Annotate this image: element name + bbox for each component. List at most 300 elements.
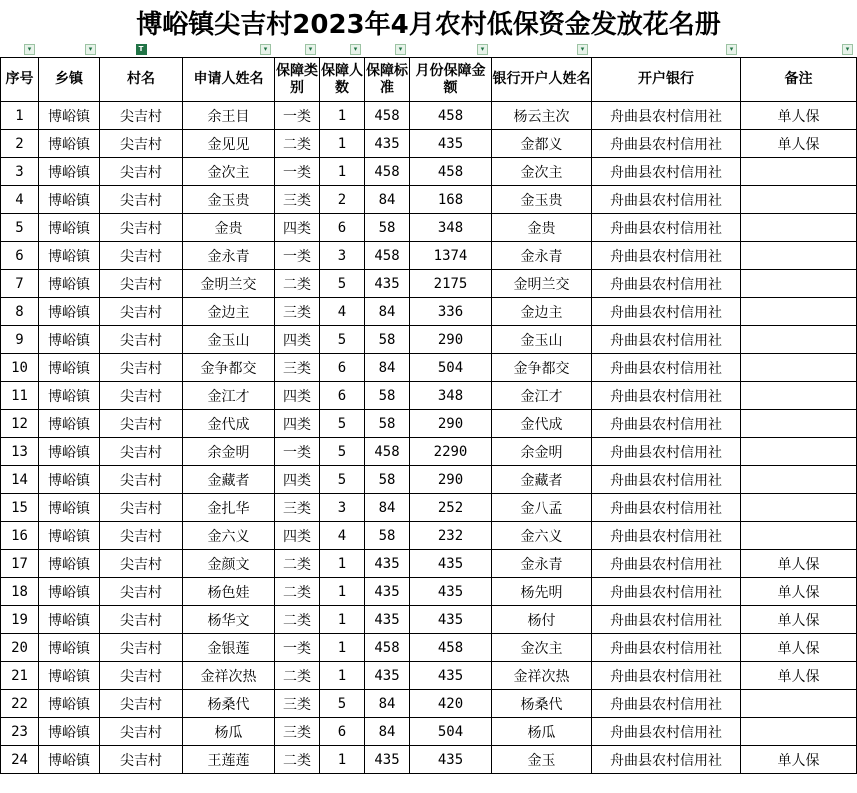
cell-persons[interactable]: 5 xyxy=(320,690,365,718)
cell-applicant[interactable]: 金银莲 xyxy=(183,634,275,662)
filter-dropdown-icon-township[interactable]: ▾ xyxy=(85,44,96,55)
table-row xyxy=(1,354,857,382)
cell-account-holder[interactable]: 金永青 xyxy=(492,242,592,270)
cell-amount[interactable]: 458 xyxy=(410,102,492,130)
cell-standard[interactable]: 435 xyxy=(365,606,410,634)
table-row xyxy=(1,242,857,270)
cell-persons[interactable]: 5 xyxy=(320,326,365,354)
cell-category[interactable]: 二类 xyxy=(275,270,320,298)
cell-seq[interactable]: 7 xyxy=(1,270,39,298)
cell-bank[interactable]: 舟曲县农村信用社 xyxy=(592,130,741,158)
cell-remark[interactable] xyxy=(741,466,857,494)
cell-category[interactable]: 四类 xyxy=(275,214,320,242)
cell-amount[interactable]: 348 xyxy=(410,382,492,410)
cell-bank[interactable]: 舟曲县农村信用社 xyxy=(592,410,741,438)
cell-category[interactable]: 四类 xyxy=(275,326,320,354)
cell-account-holder[interactable]: 杨瓜 xyxy=(492,718,592,746)
cell-persons[interactable]: 4 xyxy=(320,522,365,550)
cell-seq[interactable]: 21 xyxy=(1,662,39,690)
cell-applicant[interactable]: 金代成 xyxy=(183,410,275,438)
cell-applicant[interactable]: 余王目 xyxy=(183,102,275,130)
cell-applicant[interactable]: 金玉贵 xyxy=(183,186,275,214)
cell-account-holder[interactable]: 金藏者 xyxy=(492,466,592,494)
filter-dropdown-icon-seq[interactable]: ▾ xyxy=(24,44,35,55)
cell-village[interactable]: 尖吉村 xyxy=(100,606,183,634)
cell-bank[interactable]: 舟曲县农村信用社 xyxy=(592,494,741,522)
cell-township[interactable]: 博峪镇 xyxy=(39,158,100,186)
filter-dropdown-icon-bank[interactable]: ▾ xyxy=(726,44,737,55)
table-row xyxy=(1,634,857,662)
cell-village[interactable]: 尖吉村 xyxy=(100,270,183,298)
cell-amount[interactable]: 504 xyxy=(410,718,492,746)
cell-category[interactable]: 二类 xyxy=(275,130,320,158)
table-row xyxy=(1,186,857,214)
cell-applicant[interactable]: 杨华文 xyxy=(183,606,275,634)
cell-seq[interactable]: 8 xyxy=(1,298,39,326)
cell-bank[interactable]: 舟曲县农村信用社 xyxy=(592,746,741,774)
cell-category[interactable]: 二类 xyxy=(275,606,320,634)
cell-seq[interactable]: 9 xyxy=(1,326,39,354)
filter-dropdown-icon-remark[interactable]: ▾ xyxy=(842,44,853,55)
cell-township[interactable]: 博峪镇 xyxy=(39,634,100,662)
cell-standard[interactable]: 435 xyxy=(365,130,410,158)
cell-account-holder[interactable]: 金八孟 xyxy=(492,494,592,522)
cell-seq[interactable]: 16 xyxy=(1,522,39,550)
cell-seq[interactable]: 17 xyxy=(1,550,39,578)
cell-account-holder[interactable]: 金代成 xyxy=(492,410,592,438)
cell-village[interactable]: 尖吉村 xyxy=(100,382,183,410)
cell-category[interactable]: 三类 xyxy=(275,494,320,522)
table-row xyxy=(1,718,857,746)
cell-remark[interactable] xyxy=(741,410,857,438)
cell-account-holder[interactable]: 金江才 xyxy=(492,382,592,410)
cell-bank[interactable]: 舟曲县农村信用社 xyxy=(592,270,741,298)
cell-category[interactable]: 四类 xyxy=(275,410,320,438)
cell-seq[interactable]: 15 xyxy=(1,494,39,522)
cell-amount[interactable]: 290 xyxy=(410,326,492,354)
cell-remark[interactable] xyxy=(741,438,857,466)
cell-account-holder[interactable]: 杨先明 xyxy=(492,578,592,606)
cell-township[interactable]: 博峪镇 xyxy=(39,298,100,326)
table-row xyxy=(1,662,857,690)
header-account-holder[interactable]: 银行开户人姓名 xyxy=(492,58,592,102)
cell-standard[interactable]: 458 xyxy=(365,634,410,662)
cell-applicant[interactable]: 杨色娃 xyxy=(183,578,275,606)
cell-remark[interactable] xyxy=(741,494,857,522)
cell-bank[interactable]: 舟曲县农村信用社 xyxy=(592,326,741,354)
cell-seq[interactable]: 24 xyxy=(1,746,39,774)
cell-account-holder[interactable]: 金玉贵 xyxy=(492,186,592,214)
cell-remark[interactable] xyxy=(741,242,857,270)
cell-remark[interactable]: 单人保 xyxy=(741,634,857,662)
cell-applicant[interactable]: 金江才 xyxy=(183,382,275,410)
filter-dropdown-icon-applicant[interactable]: ▾ xyxy=(260,44,271,55)
cell-remark[interactable]: 单人保 xyxy=(741,606,857,634)
cell-account-holder[interactable]: 金永青 xyxy=(492,550,592,578)
cell-seq[interactable]: 23 xyxy=(1,718,39,746)
table-row xyxy=(1,578,857,606)
cell-persons[interactable]: 5 xyxy=(320,438,365,466)
cell-amount[interactable]: 232 xyxy=(410,522,492,550)
cell-village[interactable]: 尖吉村 xyxy=(100,438,183,466)
cell-persons[interactable]: 1 xyxy=(320,578,365,606)
cell-amount[interactable]: 2290 xyxy=(410,438,492,466)
cell-amount[interactable]: 290 xyxy=(410,466,492,494)
cell-township[interactable]: 博峪镇 xyxy=(39,102,100,130)
cell-village[interactable]: 尖吉村 xyxy=(100,690,183,718)
cell-township[interactable]: 博峪镇 xyxy=(39,186,100,214)
cell-category[interactable]: 一类 xyxy=(275,242,320,270)
cell-bank[interactable]: 舟曲县农村信用社 xyxy=(592,662,741,690)
cell-applicant[interactable]: 金明兰交 xyxy=(183,270,275,298)
cell-remark[interactable] xyxy=(741,214,857,242)
cell-applicant[interactable]: 金见见 xyxy=(183,130,275,158)
cell-standard[interactable]: 435 xyxy=(365,662,410,690)
cell-township[interactable]: 博峪镇 xyxy=(39,578,100,606)
cell-standard[interactable]: 84 xyxy=(365,718,410,746)
cell-persons[interactable]: 1 xyxy=(320,606,365,634)
cell-township[interactable]: 博峪镇 xyxy=(39,662,100,690)
cell-bank[interactable]: 舟曲县农村信用社 xyxy=(592,186,741,214)
cell-remark[interactable]: 单人保 xyxy=(741,746,857,774)
cell-standard[interactable]: 84 xyxy=(365,494,410,522)
cell-seq[interactable]: 11 xyxy=(1,382,39,410)
filter-dropdown-icon-amount[interactable]: ▾ xyxy=(477,44,488,55)
cell-village[interactable]: 尖吉村 xyxy=(100,550,183,578)
cell-township[interactable]: 博峪镇 xyxy=(39,466,100,494)
cell-bank[interactable]: 舟曲县农村信用社 xyxy=(592,550,741,578)
cell-category[interactable]: 三类 xyxy=(275,186,320,214)
cell-standard[interactable]: 458 xyxy=(365,158,410,186)
cell-remark[interactable]: 单人保 xyxy=(741,130,857,158)
cell-amount[interactable]: 252 xyxy=(410,494,492,522)
table-row xyxy=(1,270,857,298)
cell-remark[interactable] xyxy=(741,270,857,298)
cell-persons[interactable]: 1 xyxy=(320,746,365,774)
cell-remark[interactable] xyxy=(741,382,857,410)
cell-category[interactable]: 二类 xyxy=(275,746,320,774)
cell-category[interactable]: 二类 xyxy=(275,550,320,578)
cell-village[interactable]: 尖吉村 xyxy=(100,214,183,242)
cell-bank[interactable]: 舟曲县农村信用社 xyxy=(592,578,741,606)
cell-standard[interactable]: 58 xyxy=(365,214,410,242)
cell-bank[interactable]: 舟曲县农村信用社 xyxy=(592,242,741,270)
cell-amount[interactable]: 420 xyxy=(410,690,492,718)
cell-account-holder[interactable]: 金祥次热 xyxy=(492,662,592,690)
header-township[interactable]: 乡镇 xyxy=(39,58,100,102)
cell-category[interactable]: 二类 xyxy=(275,662,320,690)
header-amount[interactable]: 月份保障金额 xyxy=(410,58,492,102)
cell-remark[interactable]: 单人保 xyxy=(741,102,857,130)
cell-category[interactable]: 三类 xyxy=(275,298,320,326)
cell-category[interactable]: 一类 xyxy=(275,158,320,186)
cell-bank[interactable]: 舟曲县农村信用社 xyxy=(592,466,741,494)
cell-applicant[interactable]: 杨瓜 xyxy=(183,718,275,746)
cell-applicant[interactable]: 金藏者 xyxy=(183,466,275,494)
cell-applicant[interactable]: 金玉山 xyxy=(183,326,275,354)
cell-village[interactable]: 尖吉村 xyxy=(100,242,183,270)
cell-account-holder[interactable]: 金玉山 xyxy=(492,326,592,354)
cell-applicant[interactable]: 王莲莲 xyxy=(183,746,275,774)
cell-village[interactable]: 尖吉村 xyxy=(100,578,183,606)
cell-bank[interactable]: 舟曲县农村信用社 xyxy=(592,438,741,466)
table-row xyxy=(1,382,857,410)
cell-remark[interactable] xyxy=(741,718,857,746)
cell-persons[interactable]: 6 xyxy=(320,382,365,410)
cell-standard[interactable]: 58 xyxy=(365,410,410,438)
cell-seq[interactable]: 5 xyxy=(1,214,39,242)
cell-township[interactable]: 博峪镇 xyxy=(39,494,100,522)
header-village[interactable]: 村名 xyxy=(100,58,183,102)
cell-persons[interactable]: 5 xyxy=(320,270,365,298)
cell-village[interactable]: 尖吉村 xyxy=(100,298,183,326)
cell-account-holder[interactable]: 金明兰交 xyxy=(492,270,592,298)
cell-persons[interactable]: 6 xyxy=(320,718,365,746)
cell-standard[interactable]: 58 xyxy=(365,466,410,494)
cell-township[interactable]: 博峪镇 xyxy=(39,746,100,774)
cell-village[interactable]: 尖吉村 xyxy=(100,102,183,130)
cell-amount[interactable]: 290 xyxy=(410,410,492,438)
cell-village[interactable]: 尖吉村 xyxy=(100,158,183,186)
cell-standard[interactable]: 435 xyxy=(365,578,410,606)
cell-category[interactable]: 三类 xyxy=(275,718,320,746)
cell-standard[interactable]: 84 xyxy=(365,186,410,214)
cell-account-holder[interactable]: 金次主 xyxy=(492,634,592,662)
cell-category[interactable]: 三类 xyxy=(275,354,320,382)
cell-remark[interactable] xyxy=(741,690,857,718)
cell-township[interactable]: 博峪镇 xyxy=(39,550,100,578)
table-row xyxy=(1,158,857,186)
cell-bank[interactable]: 舟曲县农村信用社 xyxy=(592,522,741,550)
cell-persons[interactable]: 5 xyxy=(320,466,365,494)
cell-amount[interactable]: 504 xyxy=(410,354,492,382)
cell-persons[interactable]: 4 xyxy=(320,298,365,326)
cell-village[interactable]: 尖吉村 xyxy=(100,718,183,746)
cell-village[interactable]: 尖吉村 xyxy=(100,746,183,774)
cell-account-holder[interactable]: 余金明 xyxy=(492,438,592,466)
cell-standard[interactable]: 435 xyxy=(365,746,410,774)
header-category[interactable]: 保障类别 xyxy=(275,58,320,102)
cell-seq[interactable]: 13 xyxy=(1,438,39,466)
cell-amount[interactable]: 435 xyxy=(410,606,492,634)
roster-table xyxy=(0,57,857,774)
cell-amount[interactable]: 458 xyxy=(410,158,492,186)
cell-category[interactable]: 四类 xyxy=(275,466,320,494)
cell-applicant[interactable]: 余金明 xyxy=(183,438,275,466)
cell-persons[interactable]: 1 xyxy=(320,130,365,158)
header-bank[interactable]: 开户银行 xyxy=(592,58,741,102)
cell-persons[interactable]: 1 xyxy=(320,634,365,662)
cell-amount[interactable]: 2175 xyxy=(410,270,492,298)
cell-remark[interactable] xyxy=(741,326,857,354)
header-persons[interactable]: 保障人数 xyxy=(320,58,365,102)
cell-standard[interactable]: 458 xyxy=(365,102,410,130)
cell-account-holder[interactable]: 金玉 xyxy=(492,746,592,774)
cell-account-holder[interactable]: 杨桑代 xyxy=(492,690,592,718)
cell-applicant[interactable]: 杨桑代 xyxy=(183,690,275,718)
cell-persons[interactable]: 1 xyxy=(320,158,365,186)
cell-village[interactable]: 尖吉村 xyxy=(100,522,183,550)
cell-amount[interactable]: 435 xyxy=(410,662,492,690)
cell-applicant[interactable]: 金永青 xyxy=(183,242,275,270)
cell-persons[interactable]: 6 xyxy=(320,354,365,382)
cell-amount[interactable]: 1374 xyxy=(410,242,492,270)
cell-account-holder[interactable]: 金次主 xyxy=(492,158,592,186)
cell-category[interactable]: 一类 xyxy=(275,438,320,466)
cell-persons[interactable]: 3 xyxy=(320,242,365,270)
filter-dropdown-icon-village[interactable]: T xyxy=(136,44,147,55)
cell-village[interactable]: 尖吉村 xyxy=(100,410,183,438)
cell-township[interactable]: 博峪镇 xyxy=(39,326,100,354)
filter-dropdown-icon-standard[interactable]: ▾ xyxy=(395,44,406,55)
cell-standard[interactable]: 84 xyxy=(365,690,410,718)
cell-seq[interactable]: 18 xyxy=(1,578,39,606)
cell-persons[interactable]: 6 xyxy=(320,214,365,242)
cell-account-holder[interactable]: 金都义 xyxy=(492,130,592,158)
cell-amount[interactable]: 435 xyxy=(410,130,492,158)
table-row xyxy=(1,130,857,158)
cell-amount[interactable]: 435 xyxy=(410,746,492,774)
cell-village[interactable]: 尖吉村 xyxy=(100,466,183,494)
cell-seq[interactable]: 19 xyxy=(1,606,39,634)
cell-seq[interactable]: 4 xyxy=(1,186,39,214)
cell-bank[interactable]: 舟曲县农村信用社 xyxy=(592,606,741,634)
cell-applicant[interactable]: 金祥次热 xyxy=(183,662,275,690)
filter-dropdown-icon-account-holder[interactable]: ▾ xyxy=(577,44,588,55)
cell-seq[interactable]: 6 xyxy=(1,242,39,270)
cell-bank[interactable]: 舟曲县农村信用社 xyxy=(592,214,741,242)
cell-seq[interactable]: 20 xyxy=(1,634,39,662)
cell-seq[interactable]: 14 xyxy=(1,466,39,494)
cell-account-holder[interactable]: 杨云主次 xyxy=(492,102,592,130)
cell-category[interactable]: 一类 xyxy=(275,634,320,662)
cell-remark[interactable]: 单人保 xyxy=(741,550,857,578)
cell-standard[interactable]: 435 xyxy=(365,550,410,578)
cell-township[interactable]: 博峪镇 xyxy=(39,214,100,242)
filter-dropdown-icon-persons[interactable]: ▾ xyxy=(350,44,361,55)
cell-township[interactable]: 博峪镇 xyxy=(39,438,100,466)
cell-bank[interactable]: 舟曲县农村信用社 xyxy=(592,382,741,410)
cell-village[interactable]: 尖吉村 xyxy=(100,494,183,522)
cell-standard[interactable]: 58 xyxy=(365,326,410,354)
cell-category[interactable]: 二类 xyxy=(275,578,320,606)
cell-bank[interactable]: 舟曲县农村信用社 xyxy=(592,298,741,326)
cell-standard[interactable]: 84 xyxy=(365,298,410,326)
cell-standard[interactable]: 458 xyxy=(365,242,410,270)
cell-seq[interactable]: 22 xyxy=(1,690,39,718)
cell-applicant[interactable]: 金贵 xyxy=(183,214,275,242)
cell-township[interactable]: 博峪镇 xyxy=(39,410,100,438)
cell-township[interactable]: 博峪镇 xyxy=(39,130,100,158)
cell-village[interactable]: 尖吉村 xyxy=(100,130,183,158)
cell-township[interactable]: 博峪镇 xyxy=(39,242,100,270)
cell-township[interactable]: 博峪镇 xyxy=(39,270,100,298)
cell-township[interactable]: 博峪镇 xyxy=(39,382,100,410)
cell-account-holder[interactable]: 杨付 xyxy=(492,606,592,634)
cell-applicant[interactable]: 金边主 xyxy=(183,298,275,326)
cell-account-holder[interactable]: 金边主 xyxy=(492,298,592,326)
cell-persons[interactable]: 1 xyxy=(320,102,365,130)
cell-village[interactable]: 尖吉村 xyxy=(100,186,183,214)
cell-bank[interactable]: 舟曲县农村信用社 xyxy=(592,102,741,130)
cell-standard[interactable]: 84 xyxy=(365,354,410,382)
cell-village[interactable]: 尖吉村 xyxy=(100,326,183,354)
cell-remark[interactable]: 单人保 xyxy=(741,662,857,690)
cell-standard[interactable]: 458 xyxy=(365,438,410,466)
cell-remark[interactable] xyxy=(741,186,857,214)
header-remark[interactable]: 备注 xyxy=(741,58,857,102)
cell-township[interactable]: 博峪镇 xyxy=(39,522,100,550)
cell-account-holder[interactable]: 金六义 xyxy=(492,522,592,550)
cell-remark[interactable] xyxy=(741,354,857,382)
cell-bank[interactable]: 舟曲县农村信用社 xyxy=(592,158,741,186)
cell-standard[interactable]: 58 xyxy=(365,522,410,550)
cell-category[interactable]: 四类 xyxy=(275,522,320,550)
cell-applicant[interactable]: 金扎华 xyxy=(183,494,275,522)
cell-seq[interactable]: 12 xyxy=(1,410,39,438)
cell-remark[interactable] xyxy=(741,158,857,186)
cell-persons[interactable]: 2 xyxy=(320,186,365,214)
cell-remark[interactable] xyxy=(741,298,857,326)
cell-remark[interactable]: 单人保 xyxy=(741,578,857,606)
cell-account-holder[interactable]: 金贵 xyxy=(492,214,592,242)
cell-seq[interactable]: 1 xyxy=(1,102,39,130)
header-applicant[interactable]: 申请人姓名 xyxy=(183,58,275,102)
cell-standard[interactable]: 435 xyxy=(365,270,410,298)
cell-amount[interactable]: 435 xyxy=(410,550,492,578)
cell-township[interactable]: 博峪镇 xyxy=(39,690,100,718)
cell-persons[interactable]: 5 xyxy=(320,410,365,438)
cell-amount[interactable]: 168 xyxy=(410,186,492,214)
header-seq[interactable]: 序号 xyxy=(1,58,39,102)
cell-applicant[interactable]: 金六义 xyxy=(183,522,275,550)
cell-applicant[interactable]: 金次主 xyxy=(183,158,275,186)
cell-township[interactable]: 博峪镇 xyxy=(39,718,100,746)
cell-seq[interactable]: 3 xyxy=(1,158,39,186)
cell-persons[interactable]: 3 xyxy=(320,494,365,522)
cell-seq[interactable]: 2 xyxy=(1,130,39,158)
table-row xyxy=(1,438,857,466)
cell-village[interactable]: 尖吉村 xyxy=(100,354,183,382)
cell-bank[interactable]: 舟曲县农村信用社 xyxy=(592,718,741,746)
cell-seq[interactable]: 10 xyxy=(1,354,39,382)
cell-bank[interactable]: 舟曲县农村信用社 xyxy=(592,634,741,662)
header-standard[interactable]: 保障标准 xyxy=(365,58,410,102)
cell-account-holder[interactable]: 金争都交 xyxy=(492,354,592,382)
cell-bank[interactable]: 舟曲县农村信用社 xyxy=(592,690,741,718)
cell-persons[interactable]: 1 xyxy=(320,550,365,578)
cell-category[interactable]: 一类 xyxy=(275,102,320,130)
cell-village[interactable]: 尖吉村 xyxy=(100,662,183,690)
cell-amount[interactable]: 336 xyxy=(410,298,492,326)
cell-amount[interactable]: 348 xyxy=(410,214,492,242)
cell-applicant[interactable]: 金颜文 xyxy=(183,550,275,578)
table-row xyxy=(1,606,857,634)
cell-standard[interactable]: 58 xyxy=(365,382,410,410)
cell-township[interactable]: 博峪镇 xyxy=(39,606,100,634)
cell-category[interactable]: 三类 xyxy=(275,690,320,718)
cell-category[interactable]: 四类 xyxy=(275,382,320,410)
cell-persons[interactable]: 1 xyxy=(320,662,365,690)
cell-township[interactable]: 博峪镇 xyxy=(39,354,100,382)
cell-amount[interactable]: 435 xyxy=(410,578,492,606)
cell-remark[interactable] xyxy=(741,522,857,550)
cell-applicant[interactable]: 金争都交 xyxy=(183,354,275,382)
filter-dropdown-icon-category[interactable]: ▾ xyxy=(305,44,316,55)
cell-amount[interactable]: 458 xyxy=(410,634,492,662)
cell-village[interactable]: 尖吉村 xyxy=(100,634,183,662)
cell-bank[interactable]: 舟曲县农村信用社 xyxy=(592,354,741,382)
